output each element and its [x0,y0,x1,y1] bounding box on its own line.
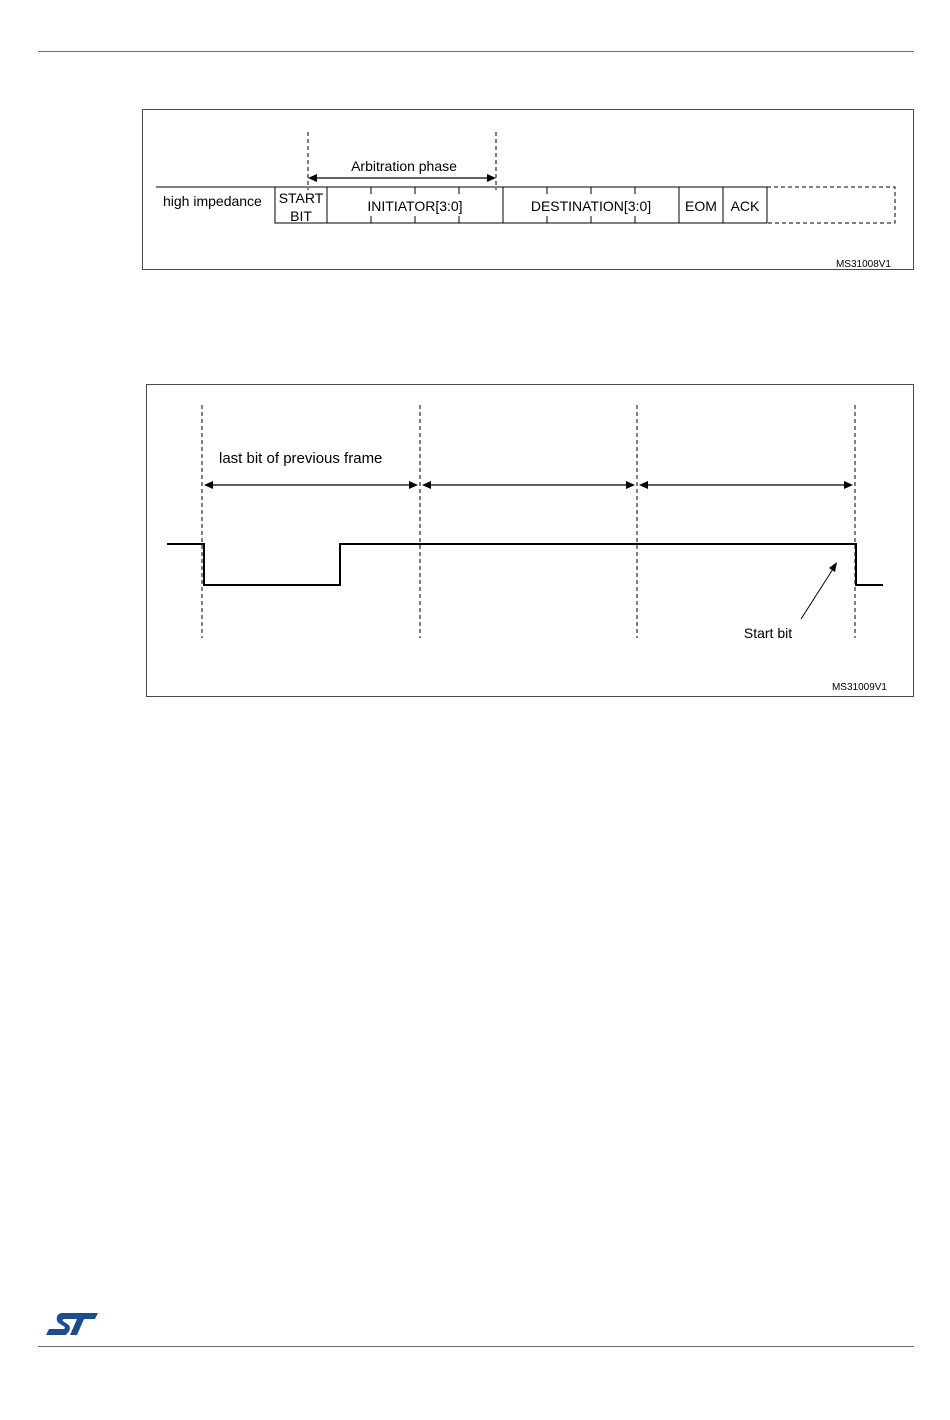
start-bit-pointer-line [801,569,833,619]
footer-rule [38,1346,914,1347]
interval-arrow-3-right-head [844,481,853,489]
start-bit-pointer-head [829,562,837,572]
start-bit-label-line1: START [278,190,324,206]
last-bit-label: last bit of previous frame [219,450,383,467]
destination-label: DESTINATION[3:0] [530,198,652,214]
interval-arrow-3-left-head [639,481,648,489]
interval-arrow-2-left-head [422,481,431,489]
signal-waveform [167,544,883,585]
start-bit-label: Start bit [743,625,793,641]
eom-label: EOM [685,198,717,214]
interval-arrow-1-left-head [204,481,213,489]
arbitration-arrow-right-head [487,174,496,182]
header-rule [38,51,914,52]
start-bit-label-line2: BIT [290,208,312,224]
high-impedance-label: high impedance [163,193,262,209]
timing-diagram [147,385,915,698]
figure2-id: MS31009V1 [831,682,887,693]
st-logo-icon [44,1311,100,1337]
frame-diagram [143,110,915,271]
interval-arrow-2-right-head [626,481,635,489]
figure-start-bit-timing [146,384,914,697]
initiator-label: INITIATOR[3:0] [367,198,463,214]
continuation-field [767,187,895,223]
arbitration-label: Arbitration phase [351,158,457,174]
ack-label: ACK [730,198,760,214]
figure1-id: MS31008V1 [835,259,891,270]
interval-arrow-1-right-head [409,481,418,489]
figure-arbitration-frame [142,109,914,270]
arbitration-arrow-left-head [308,174,317,182]
st-logo [44,1311,100,1342]
